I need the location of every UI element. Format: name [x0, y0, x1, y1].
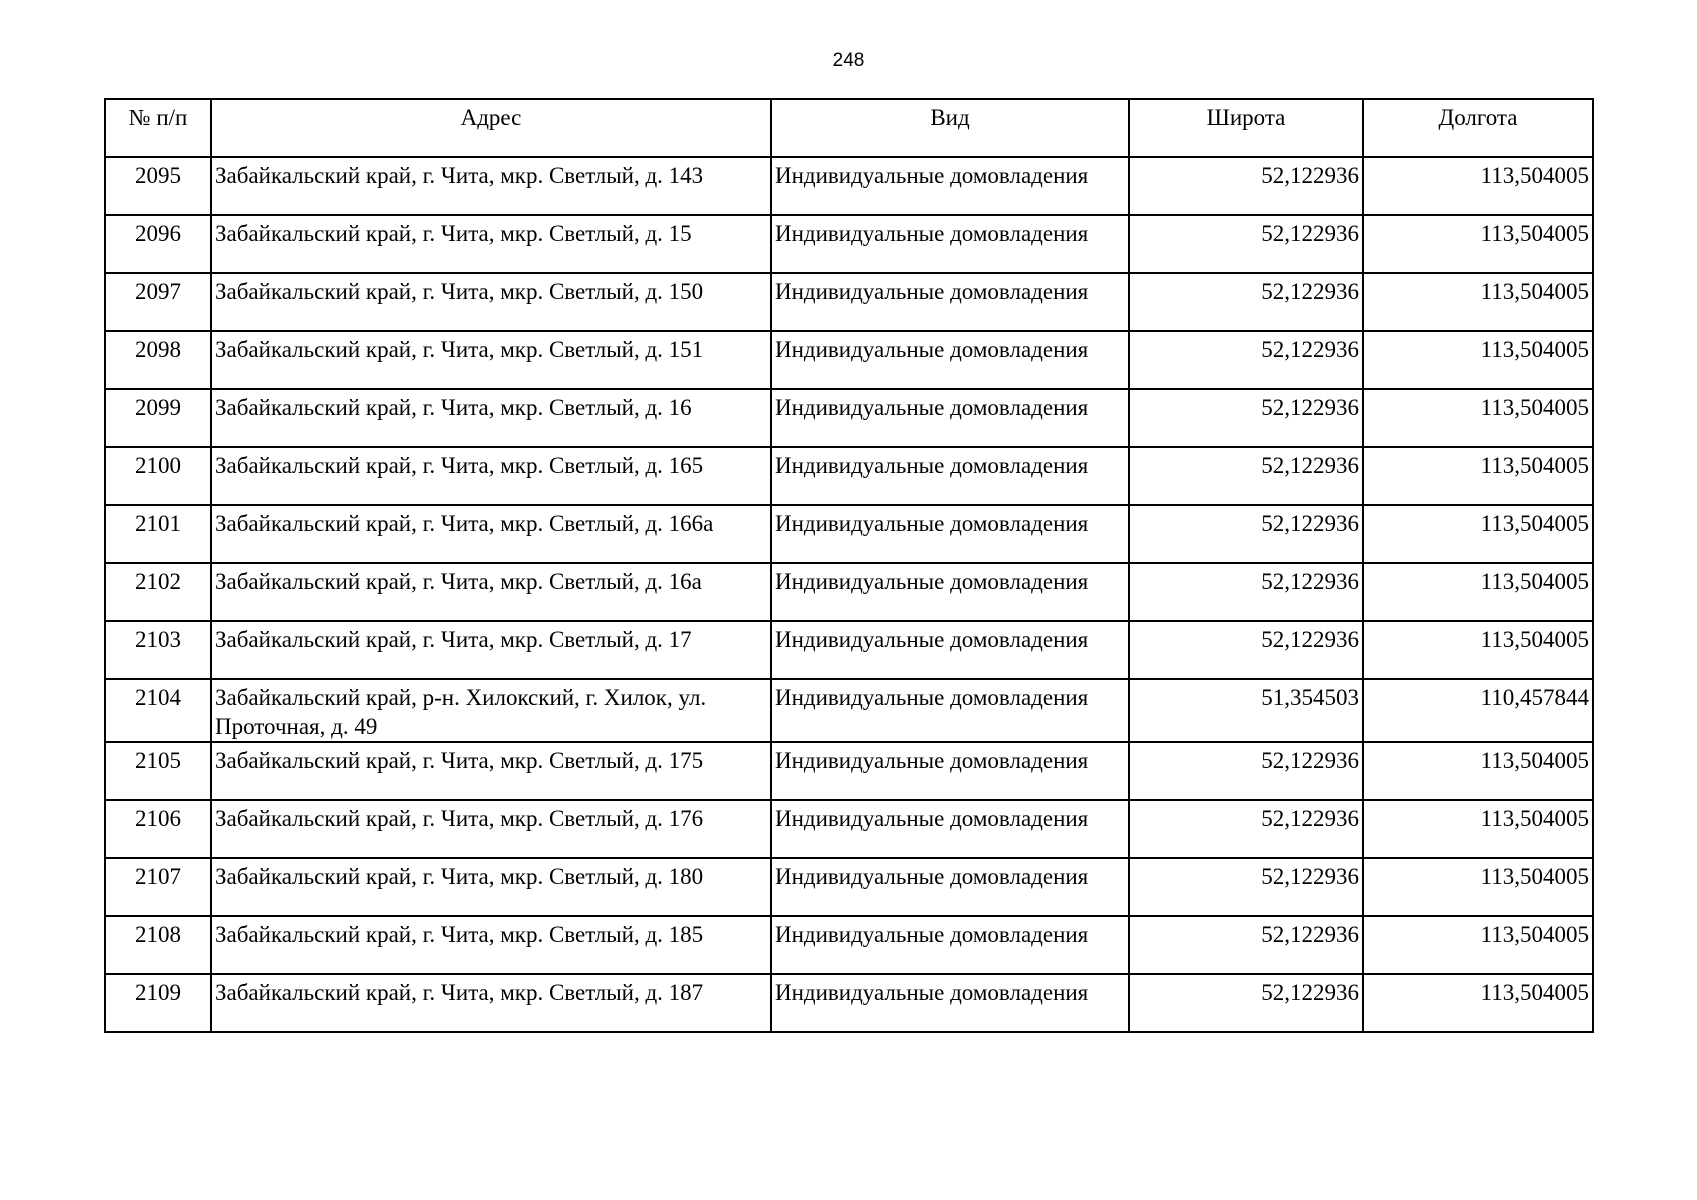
cell-latitude: 52,122936 — [1129, 505, 1363, 563]
cell-kind: Индивидуальные домовладения — [771, 273, 1129, 331]
table-row — [105, 742, 1593, 800]
cell-address: Забайкальский край, г. Чита, мкр. Светлый, д. 166а — [211, 505, 771, 563]
cell-longitude: 113,504005 — [1363, 800, 1593, 858]
table-header-row — [105, 99, 1593, 157]
cell-num: 2098 — [105, 331, 211, 389]
cell-latitude: 51,354503 — [1129, 679, 1363, 742]
cell-kind: Индивидуальные домовладения — [771, 563, 1129, 621]
cell-kind: Индивидуальные домовладения — [771, 447, 1129, 505]
table-row — [105, 563, 1593, 621]
cell-kind: Индивидуальные домовладения — [771, 800, 1129, 858]
cell-kind: Индивидуальные домовладения — [771, 389, 1129, 447]
cell-address: Забайкальский край, р-н. Хилокский, г. Хилок, ул. Проточная, д. 49 — [211, 679, 771, 742]
cell-longitude: 113,504005 — [1363, 505, 1593, 563]
table-row — [105, 157, 1593, 215]
table-row — [105, 858, 1593, 916]
table-row — [105, 273, 1593, 331]
cell-kind: Индивидуальные домовладения — [771, 858, 1129, 916]
cell-address: Забайкальский край, г. Чита, мкр. Светлый, д. 15 — [211, 215, 771, 273]
cell-latitude: 52,122936 — [1129, 157, 1363, 215]
cell-address: Забайкальский край, г. Чита, мкр. Светлый, д. 187 — [211, 974, 771, 1032]
header-address: Адрес — [211, 99, 771, 157]
table-row — [105, 389, 1593, 447]
cell-longitude: 113,504005 — [1363, 331, 1593, 389]
cell-num: 2104 — [105, 679, 211, 742]
cell-latitude: 52,122936 — [1129, 215, 1363, 273]
cell-num: 2107 — [105, 858, 211, 916]
table-row — [105, 800, 1593, 858]
cell-latitude: 52,122936 — [1129, 273, 1363, 331]
table-row — [105, 215, 1593, 273]
cell-num: 2103 — [105, 621, 211, 679]
cell-latitude: 52,122936 — [1129, 389, 1363, 447]
cell-address: Забайкальский край, г. Чита, мкр. Светлый, д. 17 — [211, 621, 771, 679]
table-row — [105, 679, 1593, 742]
cell-latitude: 52,122936 — [1129, 447, 1363, 505]
cell-address: Забайкальский край, г. Чита, мкр. Светлый, д. 16 — [211, 389, 771, 447]
cell-address: Забайкальский край, г. Чита, мкр. Светлый, д. 143 — [211, 157, 771, 215]
cell-num: 2105 — [105, 742, 211, 800]
cell-num: 2106 — [105, 800, 211, 858]
header-num: № п/п — [105, 99, 211, 157]
cell-address: Забайкальский край, г. Чита, мкр. Светлый, д. 176 — [211, 800, 771, 858]
cell-latitude: 52,122936 — [1129, 974, 1363, 1032]
cell-latitude: 52,122936 — [1129, 563, 1363, 621]
registry-table — [104, 98, 1594, 1033]
header-latitude: Широта — [1129, 99, 1363, 157]
cell-longitude: 113,504005 — [1363, 916, 1593, 974]
cell-num: 2099 — [105, 389, 211, 447]
cell-num: 2095 — [105, 157, 211, 215]
cell-latitude: 52,122936 — [1129, 742, 1363, 800]
cell-kind: Индивидуальные домовладения — [771, 621, 1129, 679]
cell-kind: Индивидуальные домовладения — [771, 215, 1129, 273]
cell-latitude: 52,122936 — [1129, 621, 1363, 679]
cell-num: 2096 — [105, 215, 211, 273]
cell-kind: Индивидуальные домовладения — [771, 679, 1129, 742]
cell-latitude: 52,122936 — [1129, 800, 1363, 858]
cell-num: 2101 — [105, 505, 211, 563]
cell-address: Забайкальский край, г. Чита, мкр. Светлый, д. 165 — [211, 447, 771, 505]
cell-num: 2109 — [105, 974, 211, 1032]
cell-longitude: 113,504005 — [1363, 157, 1593, 215]
cell-kind: Индивидуальные домовладения — [771, 157, 1129, 215]
cell-latitude: 52,122936 — [1129, 858, 1363, 916]
cell-latitude: 52,122936 — [1129, 331, 1363, 389]
table-row — [105, 916, 1593, 974]
cell-kind: Индивидуальные домовладения — [771, 974, 1129, 1032]
cell-kind: Индивидуальные домовладения — [771, 916, 1129, 974]
cell-address: Забайкальский край, г. Чита, мкр. Светлый, д. 180 — [211, 858, 771, 916]
page-number: 248 — [832, 50, 865, 71]
cell-longitude: 113,504005 — [1363, 858, 1593, 916]
cell-num: 2102 — [105, 563, 211, 621]
cell-address: Забайкальский край, г. Чита, мкр. Светлый, д. 150 — [211, 273, 771, 331]
cell-num: 2097 — [105, 273, 211, 331]
cell-longitude: 113,504005 — [1363, 563, 1593, 621]
cell-address: Забайкальский край, г. Чита, мкр. Светлый, д. 151 — [211, 331, 771, 389]
cell-kind: Индивидуальные домовладения — [771, 742, 1129, 800]
cell-num: 2100 — [105, 447, 211, 505]
header-longitude: Долгота — [1363, 99, 1593, 157]
cell-longitude: 113,504005 — [1363, 273, 1593, 331]
table-row — [105, 505, 1593, 563]
cell-address: Забайкальский край, г. Чита, мкр. Светлый, д. 175 — [211, 742, 771, 800]
cell-address: Забайкальский край, г. Чита, мкр. Светлый, д. 16а — [211, 563, 771, 621]
cell-kind: Индивидуальные домовладения — [771, 331, 1129, 389]
table-row — [105, 621, 1593, 679]
table-row — [105, 974, 1593, 1032]
cell-address: Забайкальский край, г. Чита, мкр. Светлый, д. 185 — [211, 916, 771, 974]
table-row — [105, 331, 1593, 389]
cell-longitude: 110,457844 — [1363, 679, 1593, 742]
header-kind: Вид — [771, 99, 1129, 157]
cell-longitude: 113,504005 — [1363, 974, 1593, 1032]
cell-latitude: 52,122936 — [1129, 916, 1363, 974]
cell-kind: Индивидуальные домовладения — [771, 505, 1129, 563]
table-row — [105, 447, 1593, 505]
cell-longitude: 113,504005 — [1363, 447, 1593, 505]
cell-longitude: 113,504005 — [1363, 621, 1593, 679]
cell-longitude: 113,504005 — [1363, 215, 1593, 273]
cell-num: 2108 — [105, 916, 211, 974]
cell-longitude: 113,504005 — [1363, 742, 1593, 800]
cell-longitude: 113,504005 — [1363, 389, 1593, 447]
